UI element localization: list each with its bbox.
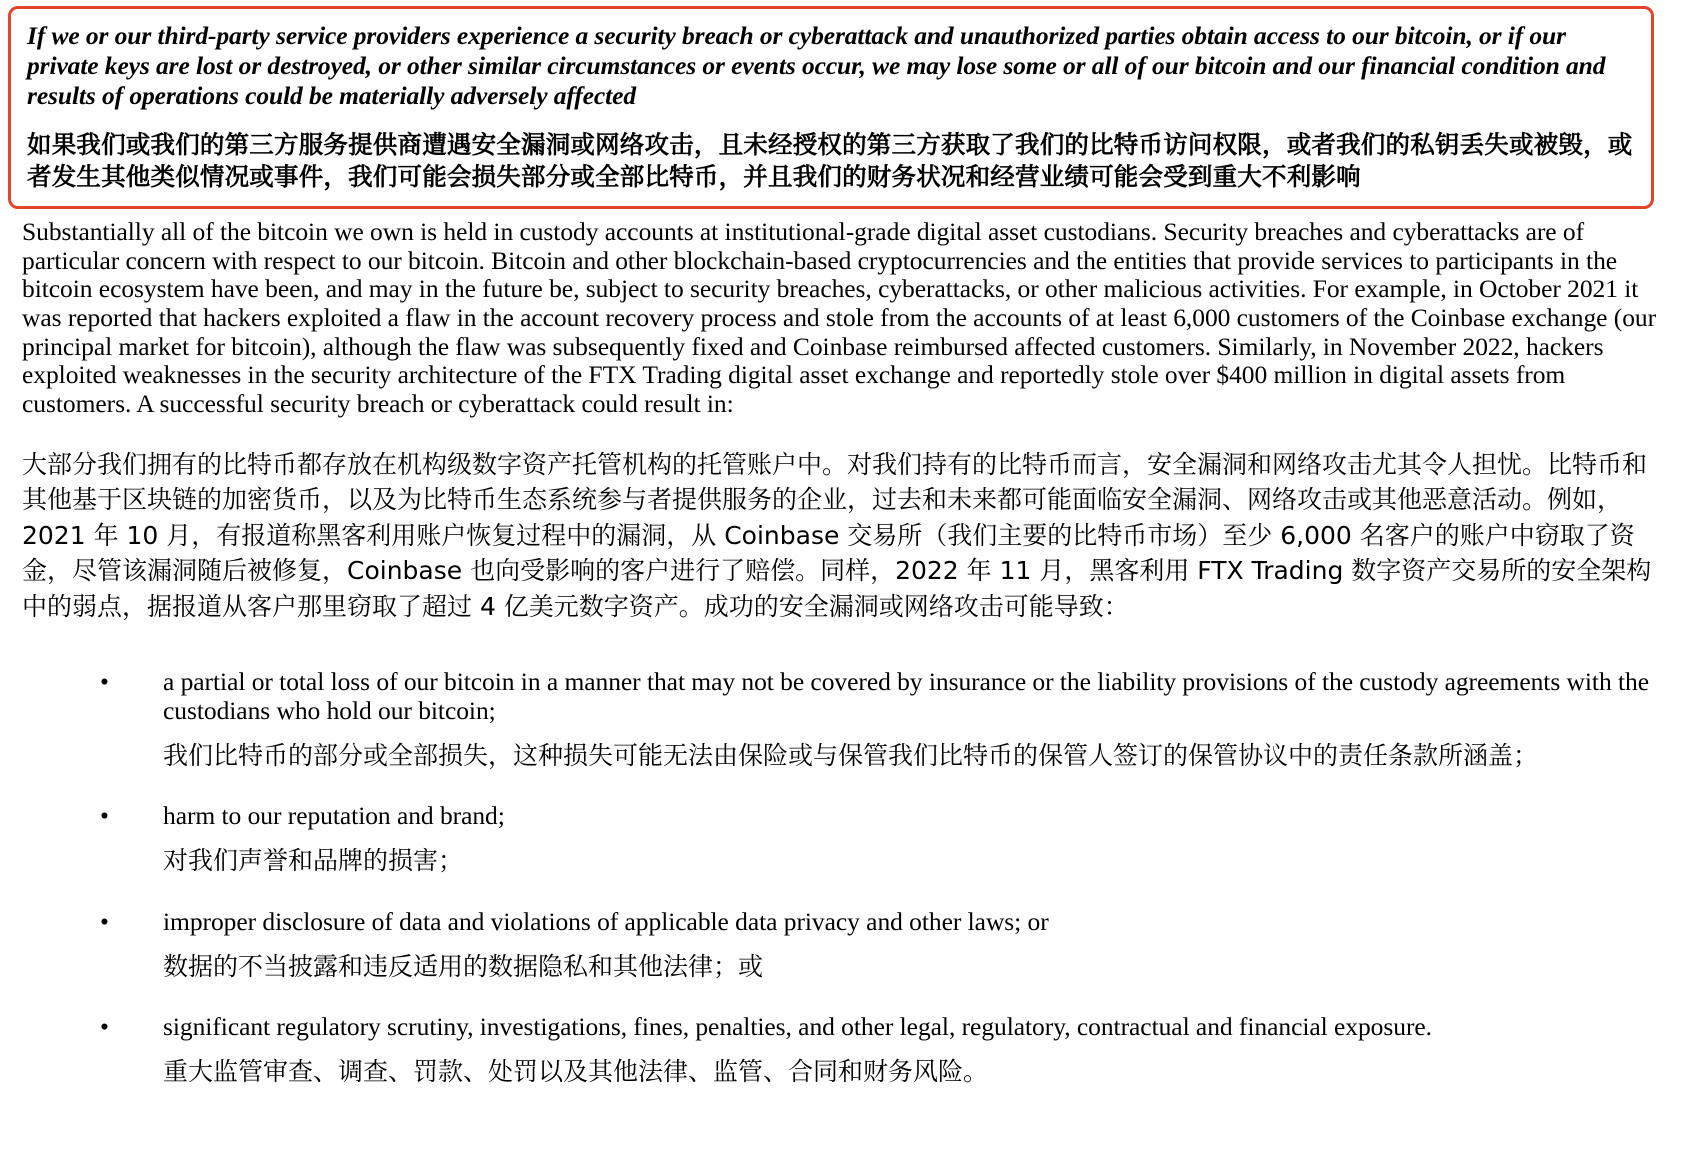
callout-heading-english: If we or our third-party service providers experience a security breach or cyberattack and unauthorized parties obtain access to our bitcoin, or if our private keys are lost or destroyed, or other similar circumstances or events occur, we may lose some or all of our bitcoin and our financial condition and results of operations could be materially adversely affected bbox=[27, 21, 1606, 111]
list-item-chinese: 数据的不当披露和违反适用的数据隐私和其他法律；或 bbox=[163, 951, 764, 981]
callout-heading-chinese: 如果我们或我们的第三方服务提供商遭遇安全漏洞或网络攻击，且未经授权的第三方获取了我们的比特币访问权限，或者我们的私钥丢失或被毁，或者发生其他类似情况或事件，我们可能会损失部分或全部比特币，并且我们的财务状况和经营业绩可能会受到重大不利影响 bbox=[27, 130, 1633, 191]
list-item bbox=[22, 802, 1664, 877]
list-item-english: significant regulatory scrutiny, investigations, fines, penalties, and other legal, regulatory, contractual and financial exposure. bbox=[163, 1012, 1432, 1042]
body-paragraph-chinese: 大部分我们拥有的比特币都存放在机构级数字资产托管机构的托管账户中。对我们持有的比特币而言，安全漏洞和网络攻击尤其令人担忧。比特币和其他基于区块链的加密货币，以及为比特币生态系统参与者提供服务的企业，过去和未来都可能面临安全漏洞、网络攻击或其他恶意活动。例如，2021 年 10 月，有报道称黑客利用账户恢复过程中的漏洞，从 Coinbase 交易所（我们主要的比特币市场）至少 6,000 名客户的账户中窃取了资金，尽管该漏洞随后被修复，Coinbase 也向受影响的客户进行了赔偿。同样，2022 年 11 月，黑客利用 FTX Trading 数字资产交易所的安全架构中的弱点，据报道从客户那里窃取了超过 4 亿美元数字资产。成功的安全漏洞或网络攻击可能导致： bbox=[22, 449, 1652, 621]
bullet-marker-icon: • bbox=[100, 1012, 109, 1042]
list-item bbox=[22, 668, 1664, 772]
document-body bbox=[0, 218, 1686, 1088]
list-item-english: improper disclosure of data and violations of applicable data privacy and other laws; or bbox=[163, 906, 1049, 936]
bullet-marker-icon: • bbox=[100, 906, 109, 936]
list-item-chinese: 重大监管审查、调查、罚款、处罚以及其他法律、监管、合同和财务风险。 bbox=[163, 1056, 989, 1086]
list-item-chinese: 我们比特币的部分或全部损失，这种损失可能无法由保险或与保管我们比特币的保管人签订的保管协议中的责任条款所涵盖； bbox=[163, 740, 1539, 770]
bullet-marker-icon: • bbox=[100, 667, 109, 697]
list-item bbox=[22, 908, 1664, 983]
risk-factor-callout-box bbox=[8, 6, 1654, 209]
list-item-english: a partial or total loss of our bitcoin in a manner that may not be covered by insurance or the liability provisions of the custody agreements with the custodians who hold our bitcoin; bbox=[163, 667, 1649, 726]
list-item-chinese: 对我们声誉和品牌的损害； bbox=[163, 846, 464, 876]
list-item bbox=[22, 1013, 1664, 1088]
list-item-english: harm to our reputation and brand; bbox=[163, 801, 505, 831]
bullet-marker-icon: • bbox=[100, 801, 109, 831]
body-paragraph-english: Substantially all of the bitcoin we own is held in custody accounts at institutional-grade digital asset custodians. Security breaches and cyberattacks are of particular concern with respect to our bitcoin. Bitcoin and other blockchain-based cryptocurrencies and the entities that provide services to participants in the bitcoin ecosystem have been, and may in the future be, subject to security breaches, cyberattacks, or other malicious activities. For example, in October 2021 it was reported that hackers exploited a flaw in the account recovery process and stole from the accounts of at least 6,000 customers of the Coinbase exchange (our principal market for bitcoin), although the flaw was subsequently fixed and Coinbase reimbursed affected customers. Similarly, in November 2022, hackers exploited weaknesses in the security architecture of the FTX Trading digital asset exchange and reportedly stole over $400 million in digital assets from customers. A successful security breach or cyberattack could result in: bbox=[22, 217, 1657, 419]
consequences-bullet-list bbox=[22, 668, 1664, 1088]
